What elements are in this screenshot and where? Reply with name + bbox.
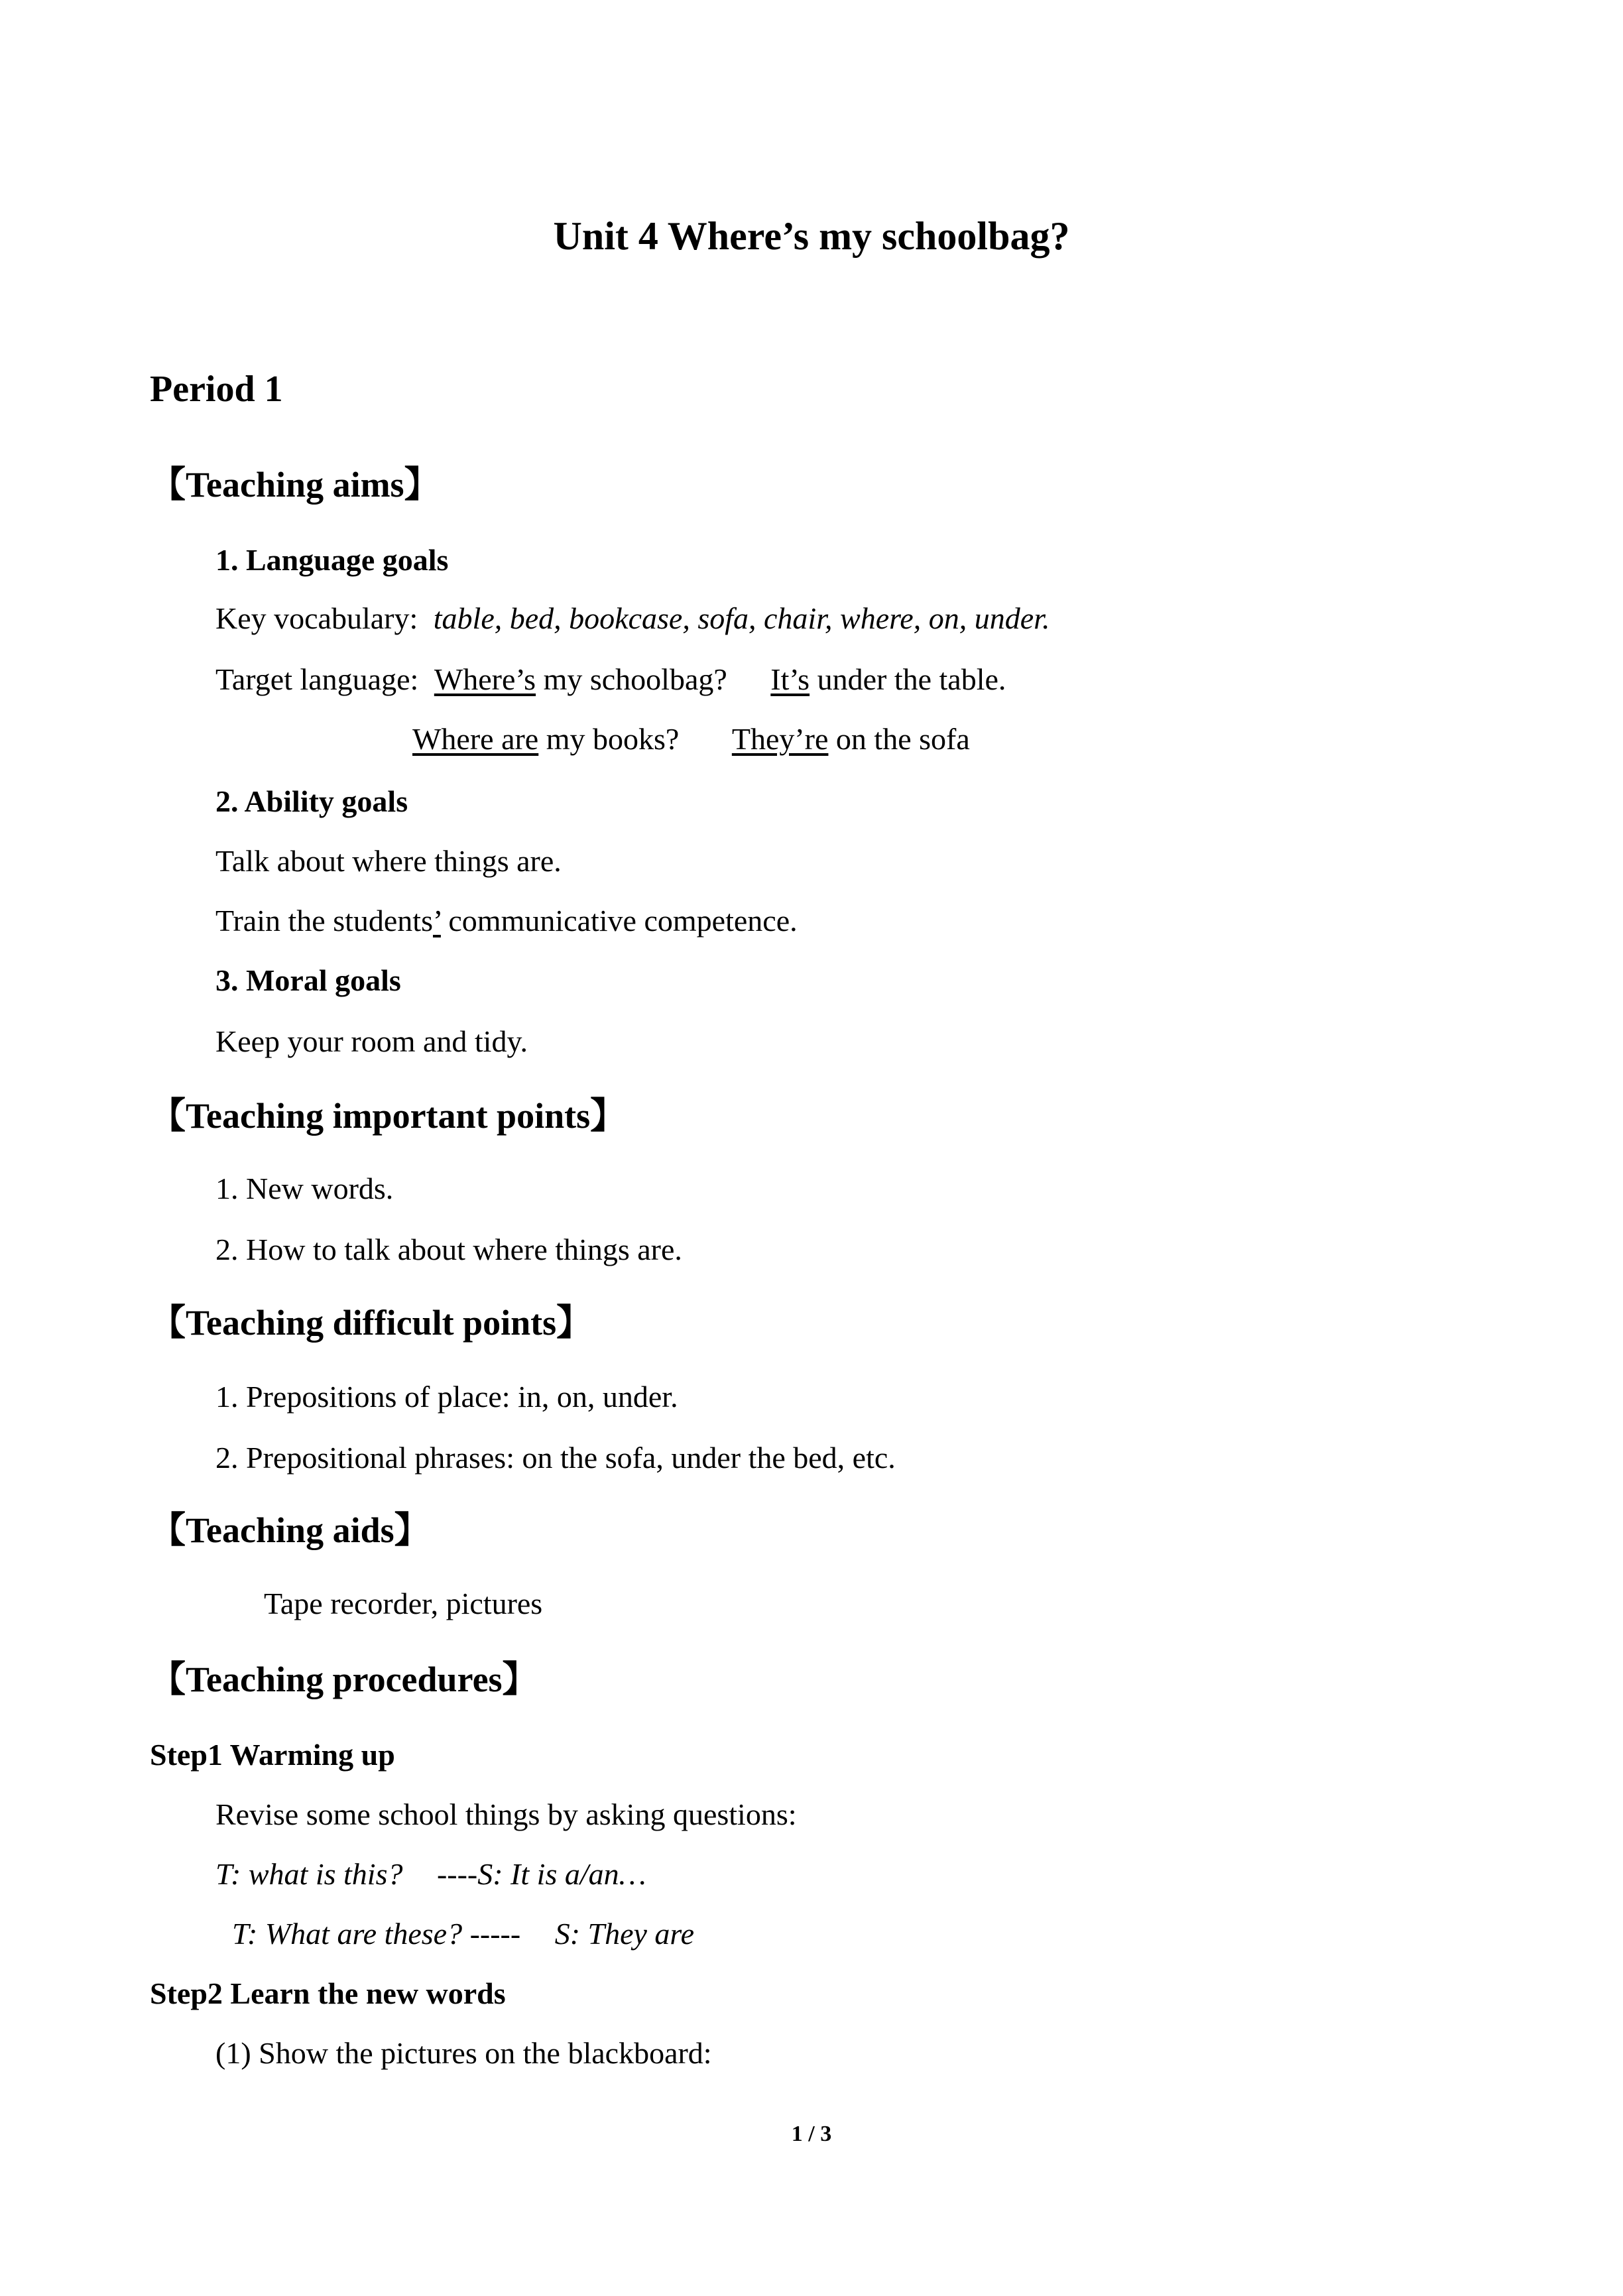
key-vocabulary-label: Key vocabulary:: [215, 601, 418, 635]
teaching-aids-text: Tape recorder, pictures: [264, 1587, 543, 1620]
ability-goals-heading: 2. Ability goals: [215, 784, 408, 818]
key-vocabulary-line: [215, 601, 1050, 636]
language-goals-heading: 1. Language goals: [215, 543, 449, 577]
period-heading: Period 1: [150, 369, 283, 410]
target-language-line-2: [412, 721, 970, 756]
difficult-point-item: 1. Prepositions of place: in, on, under.: [215, 1380, 678, 1414]
target-language-label: Target language:: [215, 662, 419, 696]
step1-student-answer-2: S: They are: [554, 1917, 695, 1951]
step2-heading: Step2 Learn the new words: [150, 1976, 506, 2010]
target-answer-2-rest: on the sofa: [835, 722, 970, 756]
ability-goals-line-2: [215, 903, 798, 938]
step2-line-1: (1) Show the pictures on the blackboard:: [215, 2036, 712, 2070]
important-points-heading: 【Teaching important points】: [150, 1096, 627, 1136]
target-answer-2: They’re: [731, 722, 829, 756]
moral-goals-heading: 3. Moral goals: [215, 963, 401, 997]
key-vocabulary-words: table, bed, bookcase, sofa, chair, where, on, under.: [433, 601, 1050, 635]
ability-goals-line-2-start: Train the students: [215, 904, 433, 937]
target-question-1-rest: my schoolbag?: [543, 662, 727, 696]
moral-goals-line-1: Keep your room and tidy.: [215, 1024, 528, 1058]
target-language-line-1: [215, 662, 1006, 697]
step1-dialogue-1: [215, 1856, 646, 1892]
target-question-2-rest: my books?: [546, 722, 680, 756]
target-answer-1: It’s: [770, 662, 810, 696]
ability-goals-line-2-end: communicative competence.: [448, 904, 798, 937]
ability-goals-apostrophe: ’: [432, 904, 441, 937]
step1-student-answer-1: ----S: It is a/an…: [436, 1857, 646, 1891]
target-answer-1-rest: under the table.: [817, 662, 1006, 696]
step1-heading: Step1 Warming up: [150, 1738, 395, 1772]
difficult-points-heading: 【Teaching difficult points】: [150, 1303, 593, 1343]
target-question-2: Where are: [412, 722, 539, 756]
step1-teacher-question-2: T: What are these? -----: [232, 1917, 521, 1951]
difficult-point-item: 2. Prepositional phrases: on the sofa, under the bed, etc.: [215, 1441, 896, 1475]
teaching-procedures-heading: 【Teaching procedures】: [150, 1660, 538, 1699]
document-title: Unit 4 Where’s my schoolbag?: [553, 214, 1070, 258]
step1-dialogue-2: [232, 1916, 694, 1951]
step1-line-1: Revise some school things by asking questions:: [215, 1797, 797, 1831]
step1-teacher-question-1: T: what is this?: [215, 1857, 403, 1891]
teaching-aims-heading: 【Teaching aims】: [150, 465, 440, 505]
important-point-item: 1. New words.: [215, 1172, 394, 1205]
page-number: 1 / 3: [791, 2122, 832, 2146]
teaching-aids-heading: 【Teaching aids】: [150, 1510, 430, 1550]
important-point-item: 2. How to talk about where things are.: [215, 1233, 682, 1266]
ability-goals-line-1: Talk about where things are.: [215, 844, 562, 878]
target-question-1: Where’s: [434, 662, 536, 696]
